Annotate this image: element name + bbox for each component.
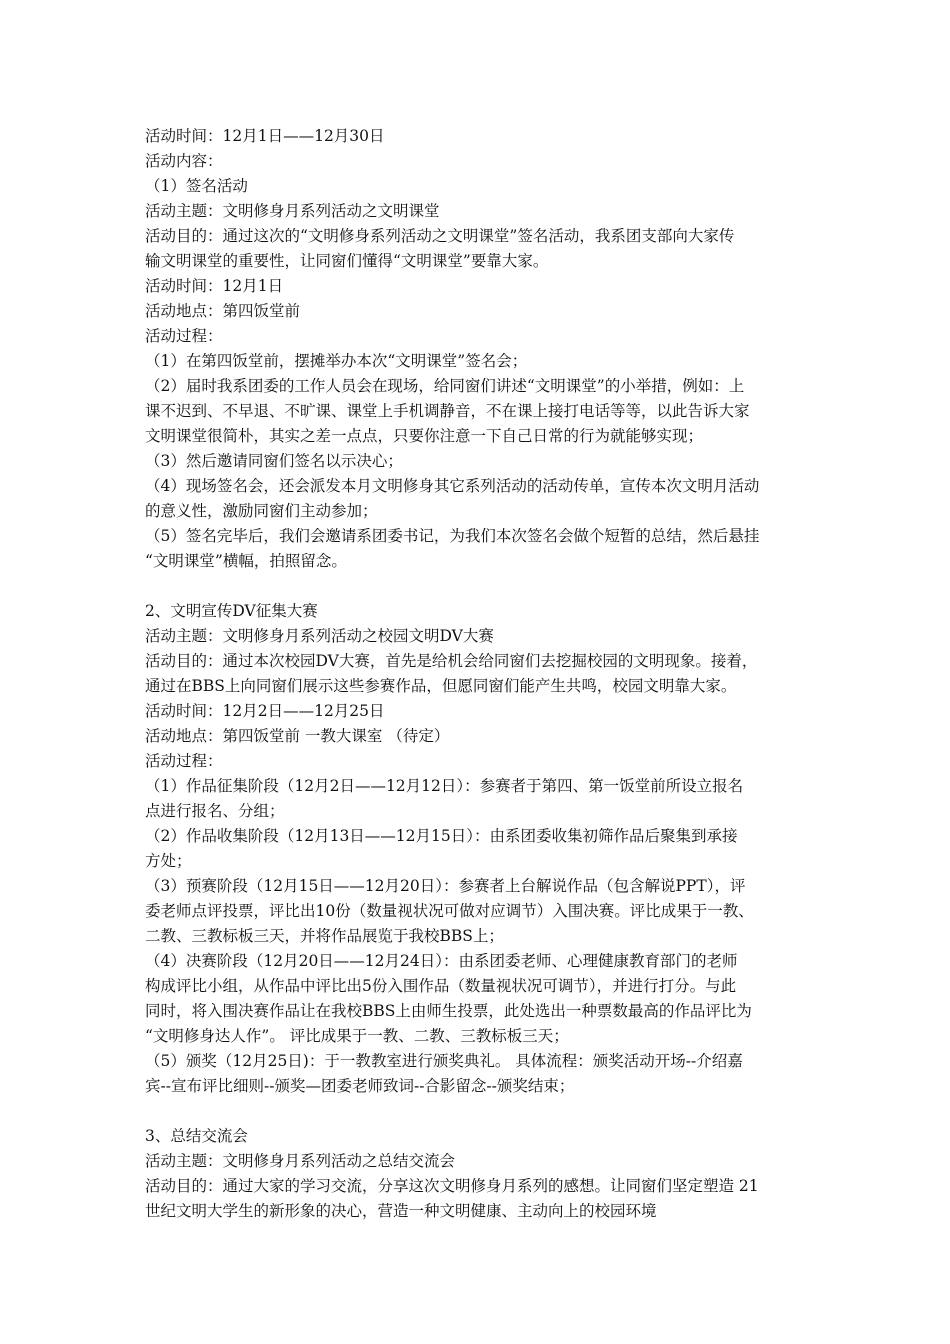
- text-line: 活动目的：通过大家的学习交流，分享这次文明修身月系列的感想。让同窗们坚定塑造 21: [145, 1177, 759, 1195]
- text-line: 文明课堂很简朴，其实之差一点点，只要你注意一下自己日常的行为就能够实现；: [145, 427, 704, 445]
- text-line: （3）预赛阶段（12月15日——12月20日）：参赛者上台解说作品（包含解说PPT），评: [145, 877, 746, 895]
- text-line: 活动时间：12月1日: [145, 277, 284, 295]
- text-line: “文明修身达人作”。 评比成果于一教、二教、三教标板三天；: [145, 1027, 569, 1045]
- text-line: “文明课堂”横幅，拍照留念。: [145, 552, 347, 570]
- text-line: （3）然后邀请同窗们签名以示决心；: [145, 452, 403, 470]
- text-line: 活动主题：文明修身月系列活动之校园文明DV大赛: [145, 627, 494, 645]
- text-line: 输文明课堂的重要性，让同窗们懂得“文明课堂”要靠大家。: [145, 252, 549, 270]
- text-line: 宾--宣布评比细则--颁奖—团委老师致词--合影留念--颁奖结束；: [145, 1077, 575, 1095]
- text-line: 活动地点：第四饭堂前: [145, 302, 301, 320]
- text-line: 构成评比小组，从作品中评比出5份入围作品（数量视状况可调节），并进行打分。与此: [145, 977, 737, 995]
- text-line: 活动地点：第四饭堂前 一教大课室 （待定）: [145, 727, 450, 745]
- text-line: 同时，将入围决赛作品让在我校BBS上由师生投票，此处选出一种票数最高的作品评比为: [145, 1002, 752, 1020]
- blank-line: [145, 574, 813, 599]
- text-line: 课不迟到、不早退、不旷课、课堂上手机调静音，不在课上接打电话等等，以此告诉大家: [145, 402, 750, 420]
- text-line: （1）作品征集阶段（12月2日——12月12日）：参赛者于第四、第一饭堂前所设立报名: [145, 777, 744, 795]
- text-line: （1）签名活动: [145, 177, 248, 195]
- text-line: （5）签名完毕后，我们会邀请系团委书记，为我们本次签名会做个短暂的总结，然后悬挂: [145, 527, 760, 545]
- text-line: 活动过程：: [145, 752, 223, 770]
- text-line: 二教、三教标板三天，并将作品展览于我校BBS上；: [145, 927, 504, 945]
- text-line: （4）决赛阶段（12月20日——12月24日）：由系团委老师、心理健康教育部门的老师: [145, 952, 738, 970]
- text-line: 2、文明宣传DV征集大赛: [145, 602, 318, 620]
- text-line: 方处；: [145, 852, 192, 870]
- text-line: 通过在BBS上向同窗们展示这些参赛作品，但愿同窗们能产生共鸣，校园文明靠大家。: [145, 677, 737, 695]
- text-line: 世纪文明大学生的新形象的决心，营造一种文明健康、主动向上的校园环境: [145, 1202, 657, 1220]
- text-line: 活动主题：文明修身月系列活动之总结交流会: [145, 1152, 456, 1170]
- text-line: 点进行报名、分组；: [145, 802, 285, 820]
- text-line: 3、总结交流会: [145, 1127, 248, 1145]
- text-line: （2）届时我系团委的工作人员会在现场，给同窗们讲述“文明课堂”的小举措，例如：上: [145, 377, 745, 395]
- text-line: 活动主题：文明修身月系列活动之文明课堂: [145, 202, 440, 220]
- text-line: 活动时间：12月2日——12月25日: [145, 702, 385, 720]
- text-line: （4）现场签名会，还会派发本月文明修身其它系列活动的活动传单，宣传本次文明月活动: [145, 477, 760, 495]
- text-line: （5）颁奖（12月25日)：于一教教室进行颁奖典礼。 具体流程：颁奖活动开场--介绍嘉: [145, 1052, 743, 1070]
- document-body: [145, 124, 813, 1224]
- blank-line: [145, 1099, 813, 1124]
- text-line: 委老师点评投票，评比出10份（数量视状况可做对应调节）入围决赛。评比成果于一教、: [145, 902, 754, 920]
- text-line: 活动时间：12月1日——12月30日: [145, 127, 385, 145]
- text-line: 活动目的：通过本次校园DV大赛，首先是给机会给同窗们去挖掘校园的文明现象。接着，: [145, 652, 758, 670]
- text-line: 活动过程：: [145, 327, 223, 345]
- text-line: 活动目的：通过这次的“文明修身系列活动之文明课堂”签名活动，我系团支部向大家传: [145, 227, 735, 245]
- text-line: （2）作品收集阶段（12月13日——12月15日）：由系团委收集初筛作品后聚集到承接: [145, 827, 738, 845]
- text-line: 活动内容：: [145, 152, 223, 170]
- text-line: （1）在第四饭堂前，摆摊举办本次“文明课堂”签名会；: [145, 352, 528, 370]
- text-line: 的意义性，激励同窗们主动参加；: [145, 502, 378, 520]
